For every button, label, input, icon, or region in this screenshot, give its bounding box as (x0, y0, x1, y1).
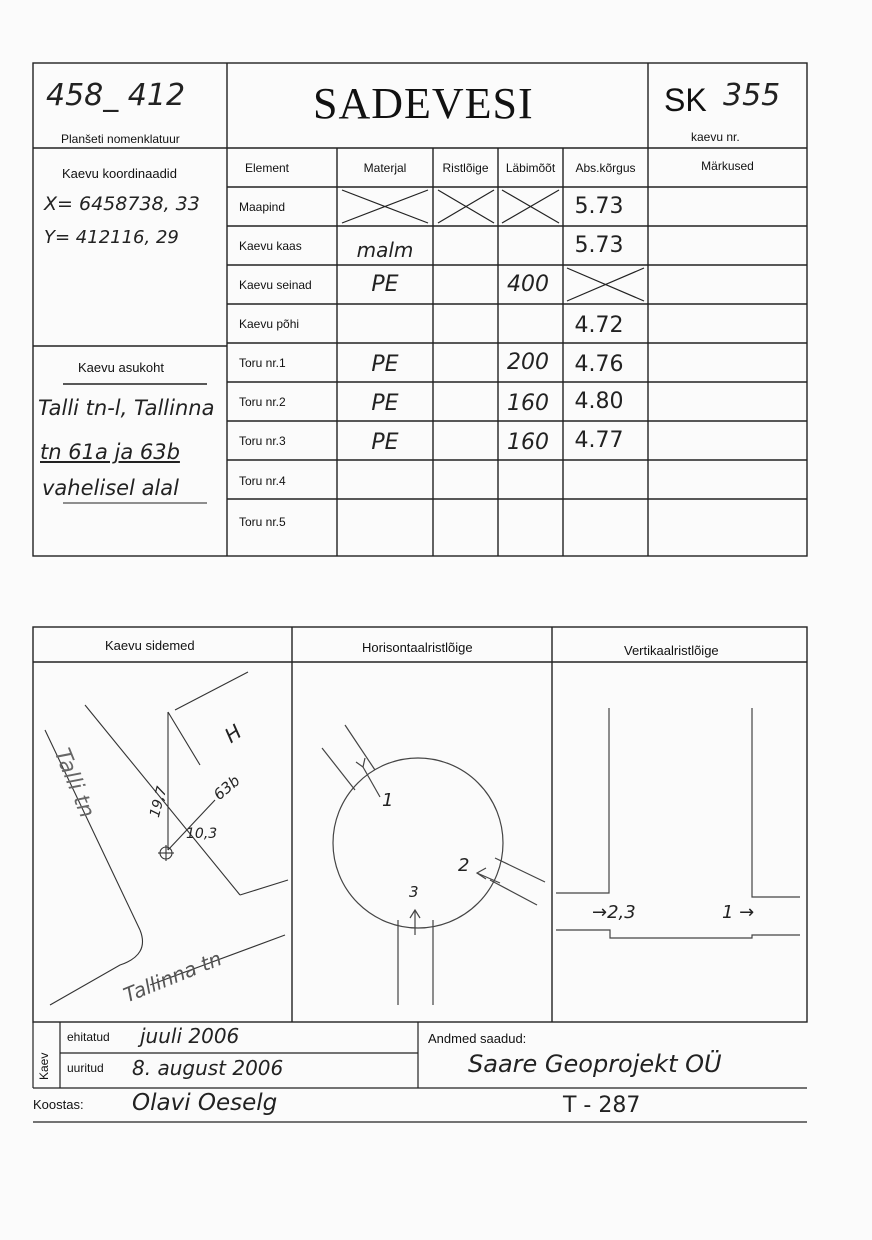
row-element: Toru nr.1 (239, 355, 286, 370)
well-number-label: kaevu nr. (691, 130, 740, 144)
pipe-2-label: 2 (458, 855, 470, 876)
well-prefix: SK (664, 82, 707, 118)
row-element: Toru nr.5 (239, 515, 286, 529)
coords-label: Kaevu koordinaadid (62, 166, 177, 181)
coord-x: X= 6458738, 33 (44, 193, 200, 215)
built-label: ehitatud (67, 1030, 110, 1044)
row-height: 4.72 (574, 313, 624, 338)
row-height: 5.73 (574, 194, 624, 219)
well-number: 355 (723, 78, 781, 113)
pipe-3-label: 3 (409, 883, 419, 901)
coord-y: Y= 412116, 29 (44, 227, 179, 248)
plan-number: 458_ 412 (46, 78, 186, 113)
row-element: Toru nr.4 (239, 474, 286, 488)
col-header-cross: Ristlõige (442, 160, 489, 175)
horizontal-title: Horisontaalristlõige (362, 640, 473, 655)
ties-sketch (45, 672, 288, 1008)
row-element: Toru nr.3 (239, 433, 286, 448)
col-header-material: Materjal (363, 160, 407, 175)
job-number: T - 287 (563, 1093, 641, 1118)
plan-number-label: Planšeti nomenklatuur (61, 132, 180, 146)
row-element: Maapind (239, 199, 286, 214)
row-diameter: 160 (507, 391, 549, 416)
vertical-right-label: 1 → (722, 902, 755, 923)
vertical-title: Vertikaalristlõige (624, 643, 719, 658)
col-header-diameter: Läbimõõt (505, 160, 556, 175)
data-source-label: Andmed saadud: (428, 1031, 527, 1046)
corner-label: H (220, 719, 247, 748)
col-header-element: Element (244, 160, 290, 175)
ties-title: Kaevu sidemed (105, 638, 195, 653)
row-element: Kaevu põhi (239, 316, 300, 331)
page-title: SADEVESI (313, 79, 534, 128)
street-tallinna: Tallinna tn (120, 946, 225, 1008)
distance-2: 10,3 (186, 826, 218, 842)
row-height: 5.73 (574, 233, 624, 258)
surveyed-value: 8. august 2006 (132, 1056, 284, 1080)
row-material: PE (371, 272, 399, 297)
footer-side-label: Kaev (37, 1052, 51, 1080)
built-value: juuli 2006 (140, 1024, 240, 1048)
row-element: Toru nr.2 (239, 394, 286, 409)
row-element: Kaevu seinad (239, 277, 312, 292)
location-line-1: Talli tn-l, Tallinna (38, 396, 215, 420)
row-diameter: 160 (507, 430, 549, 455)
row-material: malm (356, 237, 414, 262)
house-number: 63b (210, 771, 244, 804)
row-element: Kaevu kaas (239, 238, 302, 253)
row-height: 4.76 (574, 352, 624, 377)
location-line-3: vahelisel alal (42, 476, 179, 500)
horizontal-section (322, 725, 545, 1005)
surveyed-label: uuritud (67, 1061, 104, 1075)
row-height: 4.80 (574, 389, 624, 414)
row-height: 4.77 (574, 428, 624, 453)
compiled-value: Olavi Oeselg (132, 1090, 278, 1116)
row-diameter: 400 (507, 272, 549, 297)
row-material: PE (371, 352, 399, 377)
data-source-value: Saare Geoprojekt OÜ (468, 1050, 722, 1078)
col-header-notes: Märkused (701, 159, 754, 173)
row-material: PE (371, 391, 399, 416)
pipe-1-label: 1 (382, 790, 394, 811)
distance-1: 19,7 (147, 784, 171, 820)
location-line-2: tn 61a ja 63b (40, 440, 180, 464)
vertical-left-label: →2,3 (592, 902, 636, 923)
row-material: PE (371, 430, 399, 455)
street-talli: Talli tn (48, 745, 100, 822)
compiled-label: Koostas: (33, 1097, 84, 1112)
col-header-height: Abs.kõrgus (575, 160, 636, 175)
row-diameter: 200 (507, 350, 549, 375)
location-label: Kaevu asukoht (78, 360, 165, 375)
